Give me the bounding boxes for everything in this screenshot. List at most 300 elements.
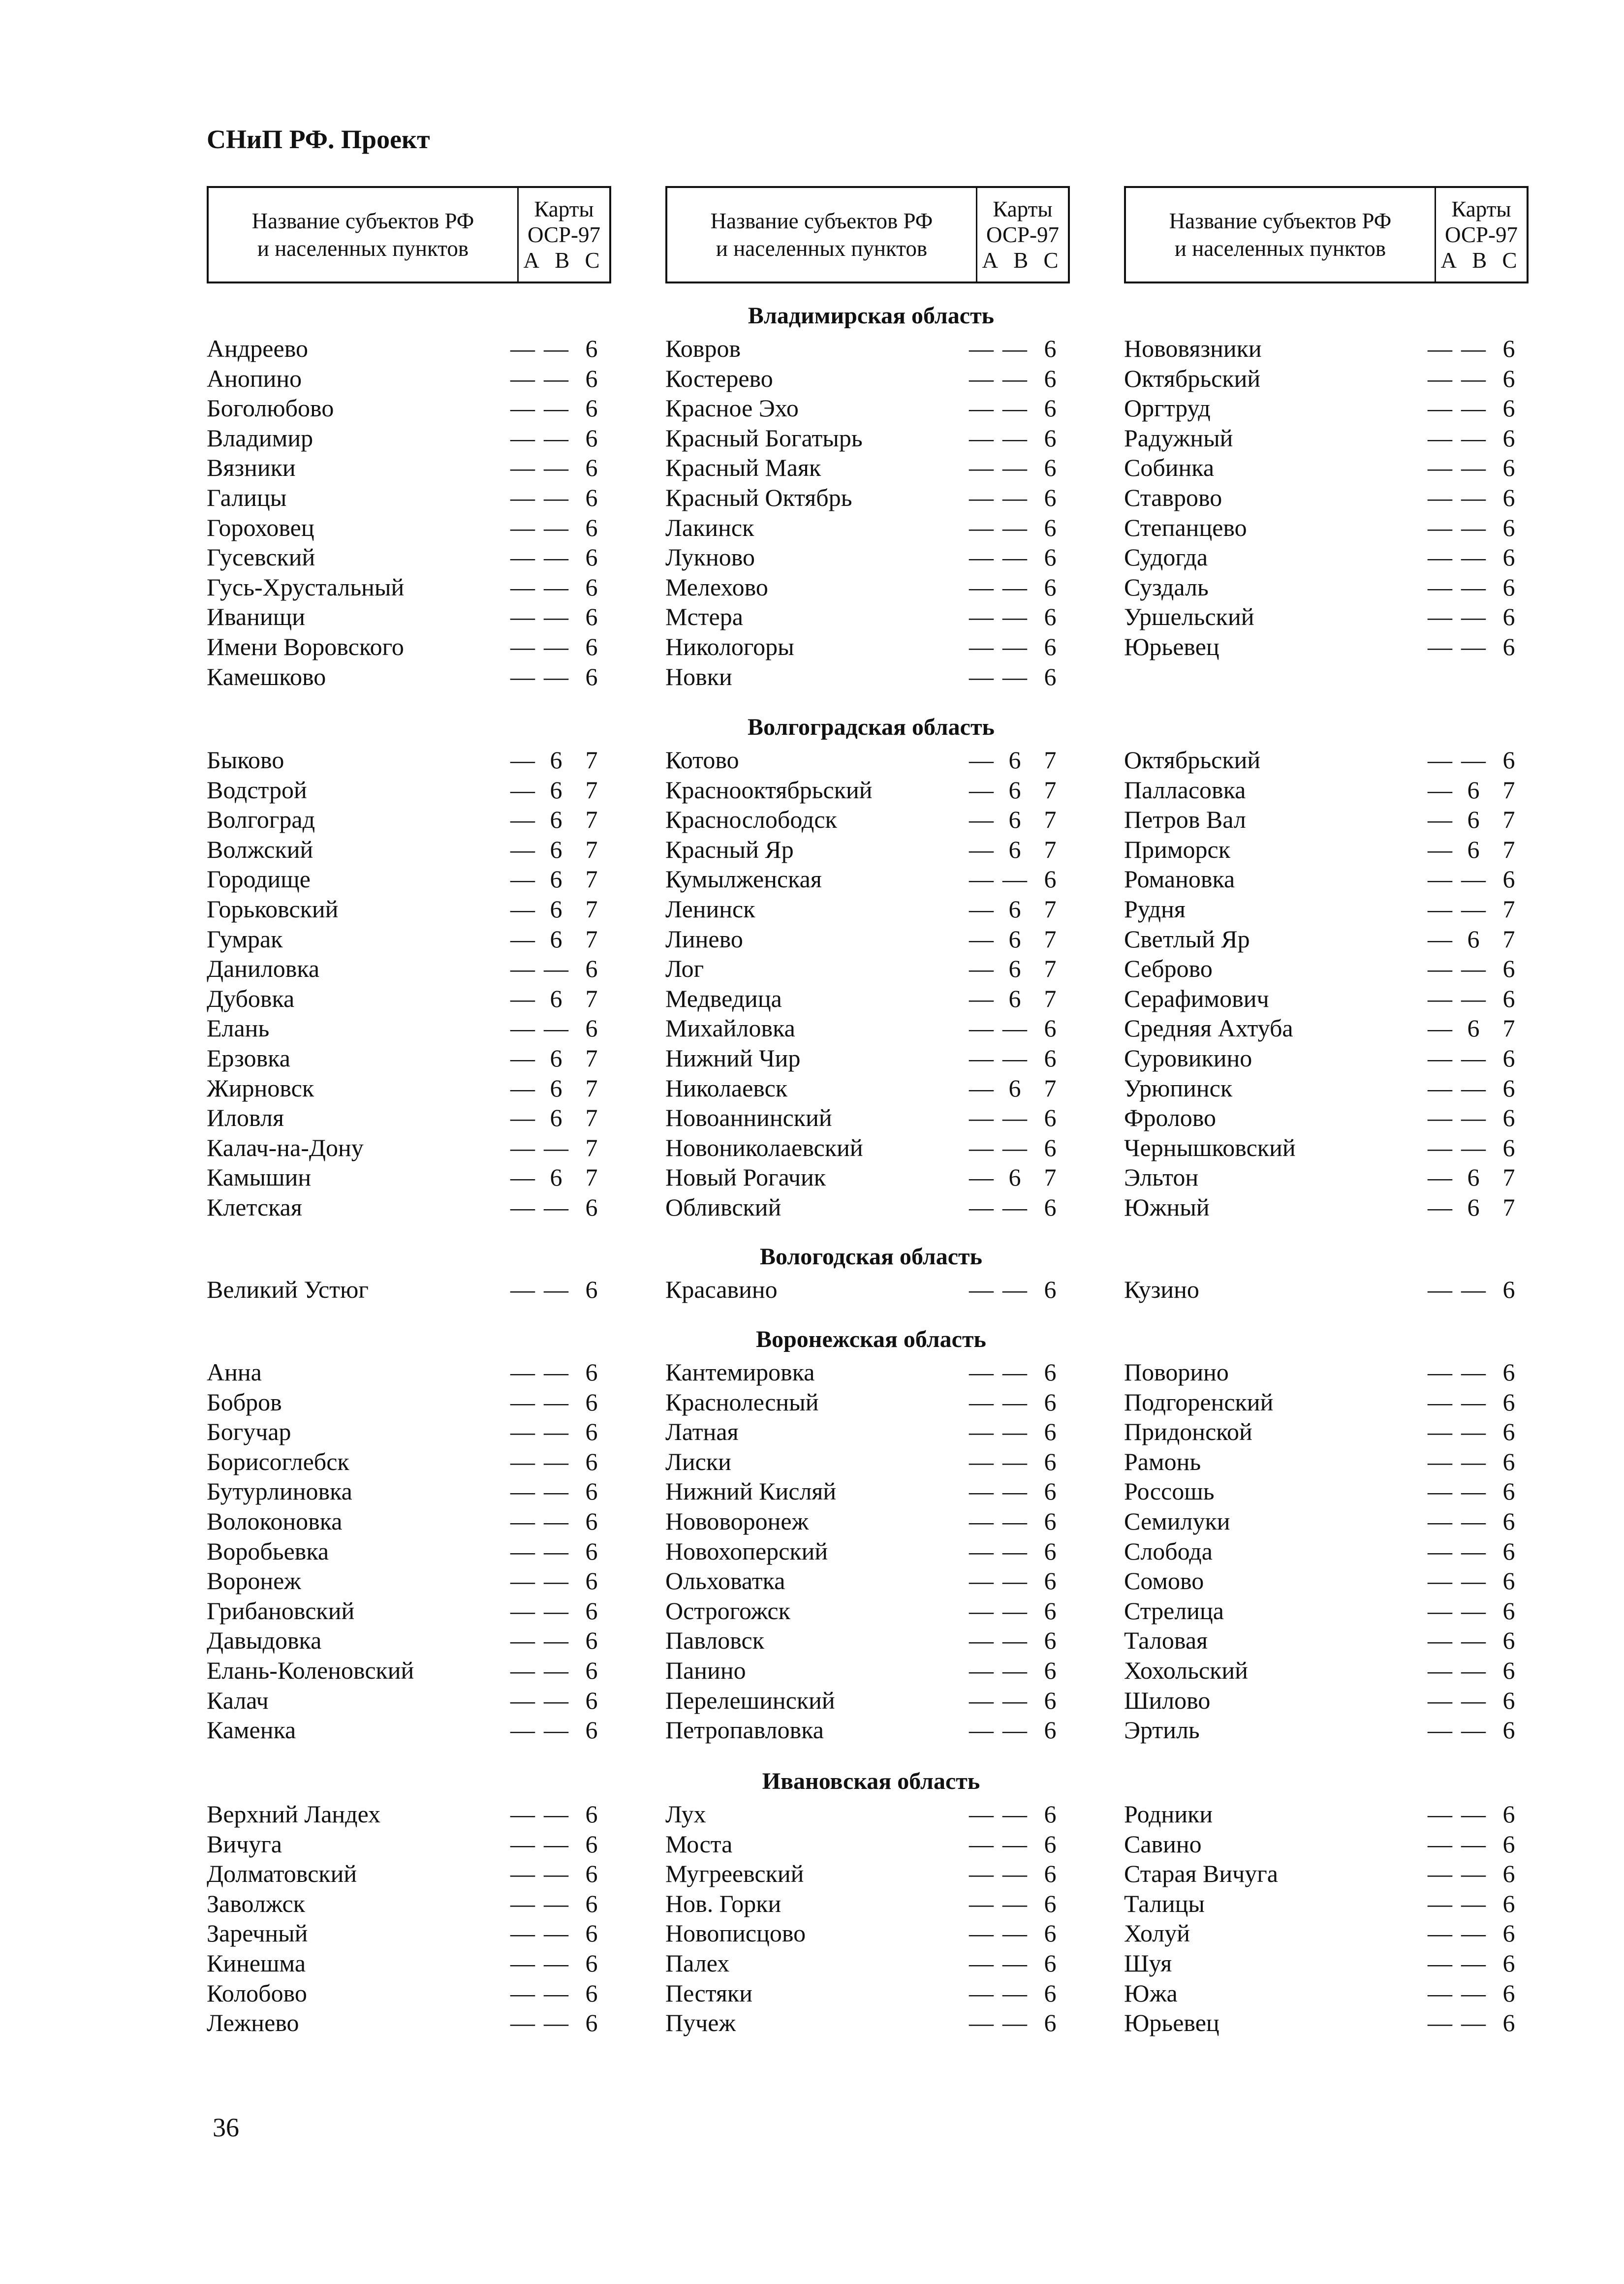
settlement-name: Россошь bbox=[1124, 1477, 1215, 1505]
zone-a-value: — bbox=[510, 1418, 535, 1445]
settlement-name: Рамонь bbox=[1124, 1448, 1201, 1475]
settlement-name: Городище bbox=[207, 865, 311, 893]
settlement-name: Перелешинский bbox=[665, 1687, 835, 1714]
settlement-name: Долматовский bbox=[207, 1860, 357, 1887]
zone-a-value: — bbox=[510, 424, 535, 452]
zone-c-value: 7 bbox=[585, 806, 598, 833]
zone-a-value: — bbox=[969, 955, 994, 982]
zone-a-value: — bbox=[1428, 1860, 1452, 1887]
zone-c-value: 7 bbox=[585, 836, 598, 863]
zone-a-value: — bbox=[1428, 895, 1452, 923]
zone-a-value: — bbox=[1428, 424, 1452, 452]
zone-a-value: — bbox=[510, 365, 535, 392]
zone-c-value: 6 bbox=[585, 1890, 598, 1917]
zone-b-value: — bbox=[1002, 1979, 1027, 2007]
zone-b-value: 6 bbox=[550, 806, 562, 833]
zone-a-value: — bbox=[1428, 1388, 1452, 1416]
zone-c-value: 6 bbox=[585, 663, 598, 690]
zone-b-value: — bbox=[1002, 1890, 1027, 1917]
zone-b-value: — bbox=[1002, 394, 1027, 422]
table-row bbox=[1124, 542, 1529, 572]
zone-a-value: — bbox=[969, 1597, 994, 1625]
table-row bbox=[665, 1476, 1070, 1506]
table-row bbox=[665, 483, 1070, 512]
zone-a-value: — bbox=[1428, 925, 1452, 953]
zone-a-value: — bbox=[1428, 1627, 1452, 1654]
zone-b-value: 6 bbox=[1467, 1014, 1480, 1042]
table-row bbox=[1124, 1686, 1529, 1715]
table-row bbox=[207, 1596, 611, 1626]
table-row bbox=[665, 662, 1070, 691]
table-row bbox=[665, 1013, 1070, 1043]
table-row bbox=[1124, 1566, 1529, 1596]
zone-b-value: — bbox=[1002, 1949, 1027, 1977]
table-row bbox=[207, 513, 611, 542]
zone-a-value: — bbox=[969, 2009, 994, 2036]
header-maps-line2: ОСР-97 bbox=[1444, 222, 1518, 247]
zone-a-value: — bbox=[510, 1687, 535, 1714]
table-row bbox=[1124, 2008, 1529, 2037]
settlement-name: Гусевский bbox=[207, 543, 315, 571]
zone-c-value: 7 bbox=[1044, 895, 1057, 923]
zone-b-value: — bbox=[1002, 1104, 1027, 1131]
zone-a-value: — bbox=[1428, 1507, 1452, 1535]
settlement-name: Придонской bbox=[1124, 1418, 1252, 1445]
settlement-name: Семилуки bbox=[1124, 1507, 1230, 1535]
zone-c-value: 6 bbox=[1044, 663, 1057, 690]
table-row bbox=[207, 1656, 611, 1685]
zone-c-value: 6 bbox=[1044, 335, 1057, 362]
settlement-name: Красное Эхо bbox=[665, 394, 799, 422]
zone-a-value: — bbox=[510, 1860, 535, 1887]
table-row bbox=[1124, 1626, 1529, 1655]
zone-b-value: — bbox=[544, 454, 568, 481]
settlement-name: Новый Рогачик bbox=[665, 1163, 826, 1191]
table-row bbox=[1124, 1889, 1529, 1918]
settlement-name: Никологоры bbox=[665, 633, 794, 660]
settlement-name: Суровикино bbox=[1124, 1044, 1252, 1072]
table-row bbox=[665, 334, 1070, 363]
region-title: Владимирская область bbox=[748, 303, 995, 329]
settlement-name: Михайловка bbox=[665, 1014, 795, 1042]
zone-c-value: 6 bbox=[1044, 1418, 1057, 1445]
table-row bbox=[207, 1948, 611, 1978]
table-row bbox=[1124, 1715, 1529, 1745]
zone-a-value: — bbox=[969, 1134, 994, 1161]
zone-a-value: — bbox=[1428, 633, 1452, 660]
zone-c-value: 7 bbox=[1502, 925, 1515, 953]
settlement-name: Нововоронеж bbox=[665, 1507, 809, 1535]
settlement-name: Острогожск bbox=[665, 1597, 790, 1625]
table-row bbox=[207, 334, 611, 363]
zone-a-value: — bbox=[969, 1418, 994, 1445]
zone-b-value: — bbox=[1461, 1800, 1486, 1828]
table-row bbox=[1124, 453, 1529, 482]
table-row bbox=[1124, 835, 1529, 864]
zone-b-value: — bbox=[1002, 1597, 1027, 1625]
zone-b-value: — bbox=[544, 603, 568, 630]
zone-a-value: — bbox=[510, 454, 535, 481]
zone-b-value: — bbox=[1002, 454, 1027, 481]
zone-a-value: — bbox=[510, 1388, 535, 1416]
table-row bbox=[1124, 602, 1529, 631]
settlement-name: Чернышковский bbox=[1124, 1134, 1296, 1161]
zone-c-value: 6 bbox=[1044, 603, 1057, 630]
zone-c-value: 6 bbox=[1502, 955, 1515, 982]
table-row bbox=[207, 1715, 611, 1745]
settlement-name: Пучеж bbox=[665, 2009, 736, 2036]
zone-a-value: — bbox=[510, 746, 535, 774]
header-name-line2: и населенных пунктов bbox=[1174, 236, 1386, 261]
zone-a-value: — bbox=[969, 1074, 994, 1102]
table-row bbox=[665, 1626, 1070, 1655]
zone-a-value: — bbox=[969, 394, 994, 422]
settlement-name: Борисоглебск bbox=[207, 1448, 349, 1475]
settlement-name: Нововязники bbox=[1124, 335, 1262, 362]
zone-c-value: 6 bbox=[1502, 2009, 1515, 2036]
zone-a-value: — bbox=[1428, 865, 1452, 893]
zone-c-value: 6 bbox=[585, 1418, 598, 1445]
table-row bbox=[665, 1387, 1070, 1417]
settlement-name: Новохоперский bbox=[665, 1537, 828, 1565]
zone-b-value: — bbox=[1461, 865, 1486, 893]
zone-b-value: — bbox=[1461, 1890, 1486, 1917]
settlement-name: Стрелица bbox=[1124, 1597, 1224, 1625]
table-row bbox=[1124, 1506, 1529, 1536]
settlement-name: Таловая bbox=[1124, 1627, 1208, 1654]
zone-b-value: — bbox=[1002, 2009, 1027, 2036]
settlement-name: Костерево bbox=[665, 365, 773, 392]
settlement-name: Давыдовка bbox=[207, 1627, 322, 1654]
settlement-name: Красавино bbox=[665, 1276, 778, 1303]
zone-a-value: — bbox=[510, 1627, 535, 1654]
zone-c-value: 6 bbox=[1044, 573, 1057, 601]
zone-b-value: — bbox=[1002, 1418, 1027, 1445]
settlement-name: Грибановский bbox=[207, 1597, 355, 1625]
zone-b-value: — bbox=[544, 1830, 568, 1858]
zone-b-value: — bbox=[544, 1597, 568, 1625]
settlement-name: Красный Яр bbox=[665, 836, 794, 863]
zone-b-value: — bbox=[544, 1477, 568, 1505]
zone-b-value: 6 bbox=[550, 925, 562, 953]
settlement-name: Калач-на-Дону bbox=[207, 1134, 364, 1161]
settlement-name: Камышин bbox=[207, 1163, 312, 1191]
zone-a-value: — bbox=[1428, 1358, 1452, 1386]
zone-a-value: — bbox=[969, 514, 994, 541]
zone-c-value: 6 bbox=[585, 1537, 598, 1565]
zone-b-value: 6 bbox=[1467, 776, 1480, 804]
zone-c-value: 6 bbox=[1502, 424, 1515, 452]
zone-a-value: — bbox=[510, 1193, 535, 1221]
settlement-name: Линево bbox=[665, 925, 743, 953]
zone-c-value: 6 bbox=[585, 603, 598, 630]
zone-c-value: 6 bbox=[1502, 1388, 1515, 1416]
header-maps-cell bbox=[977, 188, 1068, 282]
table-row bbox=[665, 364, 1070, 393]
settlement-name: Романовка bbox=[1124, 865, 1235, 893]
header-name-line2: и населенных пунктов bbox=[257, 236, 469, 261]
zone-a-value: — bbox=[510, 663, 535, 690]
zone-a-value: — bbox=[1428, 514, 1452, 541]
zone-a-value: — bbox=[1428, 1800, 1452, 1828]
zone-c-value: 6 bbox=[1502, 394, 1515, 422]
settlement-name: Краснолесный bbox=[665, 1388, 819, 1416]
zone-b-value: — bbox=[1461, 955, 1486, 982]
zone-b-value: — bbox=[1461, 1949, 1486, 1977]
zone-c-value: 6 bbox=[1044, 543, 1057, 571]
table-row bbox=[207, 835, 611, 864]
zone-c-value: 6 bbox=[1502, 454, 1515, 481]
settlement-name: Андреево bbox=[207, 335, 308, 362]
header-name-line1: Название субъектов РФ bbox=[251, 209, 474, 233]
header-name-cell bbox=[667, 188, 977, 282]
zone-a-value: — bbox=[510, 484, 535, 511]
settlement-name: Юрьевец bbox=[1124, 633, 1219, 660]
zone-a-value: — bbox=[969, 1567, 994, 1595]
zone-c-value: 6 bbox=[1044, 394, 1057, 422]
zone-c-value: 6 bbox=[585, 543, 598, 571]
zone-c-value: 6 bbox=[1502, 1507, 1515, 1535]
zone-c-value: 6 bbox=[1044, 365, 1057, 392]
table-row bbox=[665, 1596, 1070, 1626]
zone-c-value: 6 bbox=[1044, 1597, 1057, 1625]
table-row bbox=[665, 1192, 1070, 1222]
zone-c-value: 6 bbox=[1502, 1358, 1515, 1386]
settlement-name: Старая Вичуга bbox=[1124, 1860, 1278, 1887]
zone-c-value: 6 bbox=[1044, 1716, 1057, 1744]
zone-a-value: — bbox=[1428, 335, 1452, 362]
table-row bbox=[1124, 1275, 1529, 1304]
zone-c-value: 6 bbox=[585, 1627, 598, 1654]
zone-c-value: 6 bbox=[1044, 1276, 1057, 1303]
table-row bbox=[207, 1476, 611, 1506]
zone-a-value: — bbox=[510, 1830, 535, 1858]
table-row bbox=[1124, 924, 1529, 954]
zone-c-value: 6 bbox=[1044, 484, 1057, 511]
zone-c-value: 7 bbox=[585, 865, 598, 893]
settlement-name: Моста bbox=[665, 1830, 733, 1858]
zone-c-value: 6 bbox=[1502, 1716, 1515, 1744]
table-header bbox=[207, 186, 611, 283]
settlement-name: Уршельский bbox=[1124, 603, 1254, 630]
zone-b-value: — bbox=[544, 1949, 568, 1977]
zone-a-value: — bbox=[510, 806, 535, 833]
zone-b-value: — bbox=[544, 514, 568, 541]
table-row bbox=[207, 542, 611, 572]
table-row bbox=[207, 572, 611, 602]
settlement-name: Сомово bbox=[1124, 1567, 1204, 1595]
zone-b-value: — bbox=[1461, 1860, 1486, 1887]
zone-a-value: — bbox=[1428, 1276, 1452, 1303]
settlement-name: Новониколаевский bbox=[665, 1134, 863, 1161]
zone-c-value: 6 bbox=[1044, 1134, 1057, 1161]
table-row bbox=[1124, 1387, 1529, 1417]
zone-a-value: — bbox=[969, 746, 994, 774]
table-row bbox=[665, 805, 1070, 834]
table-row bbox=[665, 1799, 1070, 1829]
settlement-name: Шуя bbox=[1124, 1949, 1172, 1977]
zone-c-value: 6 bbox=[1502, 985, 1515, 1012]
zone-b-value: 6 bbox=[1467, 1163, 1480, 1191]
zone-c-value: 7 bbox=[1502, 1193, 1515, 1221]
zone-c-value: 6 bbox=[1502, 1627, 1515, 1654]
table-row bbox=[1124, 1192, 1529, 1222]
zone-b-value: — bbox=[544, 1193, 568, 1221]
zone-c-value: 7 bbox=[1044, 1074, 1057, 1102]
zone-b-value: — bbox=[1461, 1388, 1486, 1416]
settlement-name: Собинка bbox=[1124, 454, 1215, 481]
zone-b-value: — bbox=[1002, 1448, 1027, 1475]
settlement-name: Мстера bbox=[665, 603, 743, 630]
zone-a-value: — bbox=[510, 836, 535, 863]
table-row bbox=[665, 1978, 1070, 2008]
zone-b-value: — bbox=[544, 1567, 568, 1595]
settlement-name: Воронеж bbox=[207, 1567, 301, 1595]
zone-c-value: 6 bbox=[585, 1657, 598, 1684]
zone-c-value: 6 bbox=[1502, 1074, 1515, 1102]
zone-b-value: — bbox=[1002, 424, 1027, 452]
zone-b-value: — bbox=[1002, 573, 1027, 601]
zone-b-value: — bbox=[1461, 1597, 1486, 1625]
zone-b-value: — bbox=[1002, 543, 1027, 571]
zone-c-value: 6 bbox=[1044, 1507, 1057, 1535]
zone-b-value: — bbox=[1002, 1358, 1027, 1386]
zone-a-value: — bbox=[969, 806, 994, 833]
zone-c-value: 6 bbox=[1502, 514, 1515, 541]
zone-a-value: — bbox=[1428, 1477, 1452, 1505]
settlement-name: Клетская bbox=[207, 1193, 302, 1221]
zone-b-value: — bbox=[544, 1388, 568, 1416]
header-maps-line1: Карты bbox=[534, 197, 594, 221]
zone-b-value: — bbox=[1002, 1044, 1027, 1072]
zone-b-value: — bbox=[544, 1716, 568, 1744]
settlement-name: Волгоград bbox=[207, 806, 315, 833]
settlement-name: Павловск bbox=[665, 1627, 765, 1654]
zone-b-value: — bbox=[1461, 514, 1486, 541]
header-maps-line2: ОСР-97 bbox=[527, 222, 601, 247]
zone-b-value: — bbox=[544, 365, 568, 392]
zone-a-value: — bbox=[510, 2009, 535, 2036]
zone-b-value: — bbox=[1002, 484, 1027, 511]
settlement-name: Волоконовка bbox=[207, 1507, 343, 1535]
zone-b-value: — bbox=[544, 633, 568, 660]
zone-a-value: — bbox=[510, 1276, 535, 1303]
zone-b-value: 6 bbox=[550, 985, 562, 1012]
zone-a-value: — bbox=[1428, 365, 1452, 392]
settlement-name: Краснослободск bbox=[665, 806, 837, 833]
settlement-name: Каменка bbox=[207, 1716, 296, 1744]
settlement-name: Анопино bbox=[207, 365, 302, 392]
settlement-name: Рудня bbox=[1124, 895, 1186, 923]
settlement-name: Кумылженская bbox=[665, 865, 822, 893]
zone-b-value: — bbox=[544, 1800, 568, 1828]
zone-a-value: — bbox=[969, 1388, 994, 1416]
table-row bbox=[665, 1073, 1070, 1103]
table-row bbox=[1124, 1829, 1529, 1859]
zone-c-value: 6 bbox=[585, 454, 598, 481]
settlement-name: Приморск bbox=[1124, 836, 1230, 863]
zone-c-value: 6 bbox=[585, 1597, 598, 1625]
settlement-name: Шилово bbox=[1124, 1687, 1211, 1714]
settlement-name: Водстрой bbox=[207, 776, 307, 804]
zone-c-value: 6 bbox=[1044, 1104, 1057, 1131]
zone-c-value: 6 bbox=[585, 1193, 598, 1221]
table-row bbox=[207, 1566, 611, 1596]
zone-a-value: — bbox=[510, 776, 535, 804]
table-row bbox=[665, 775, 1070, 805]
zone-a-value: — bbox=[1428, 1567, 1452, 1595]
zone-c-value: 7 bbox=[1502, 1014, 1515, 1042]
table-row bbox=[1124, 1417, 1529, 1446]
zone-a-value: — bbox=[1428, 2009, 1452, 2036]
table-row bbox=[1124, 1103, 1529, 1132]
settlement-name: Петров Вал bbox=[1124, 806, 1246, 833]
table-row bbox=[207, 1357, 611, 1387]
table-row bbox=[207, 1417, 611, 1446]
zone-b-value: — bbox=[544, 1657, 568, 1684]
table-row bbox=[665, 1948, 1070, 1978]
zone-c-value: 6 bbox=[585, 1979, 598, 2007]
settlement-name: Оргтруд bbox=[1124, 394, 1211, 422]
zone-c-value: 7 bbox=[585, 925, 598, 953]
zone-a-value: — bbox=[510, 1163, 535, 1191]
table-row bbox=[1124, 1799, 1529, 1829]
zone-b-value: — bbox=[1002, 1537, 1027, 1565]
zone-b-value: — bbox=[544, 1276, 568, 1303]
zone-a-value: — bbox=[969, 1358, 994, 1386]
settlement-name: Южный bbox=[1124, 1193, 1210, 1221]
zone-b-value: 6 bbox=[550, 776, 562, 804]
table-row bbox=[207, 1506, 611, 1536]
table-row bbox=[207, 1103, 611, 1132]
zone-b-value: — bbox=[1002, 633, 1027, 660]
zone-c-value: 7 bbox=[585, 776, 598, 804]
zone-a-value: — bbox=[510, 925, 535, 953]
settlement-name: Горьковский bbox=[207, 895, 339, 923]
table-row bbox=[207, 924, 611, 954]
table-row bbox=[665, 1275, 1070, 1304]
zone-c-value: 6 bbox=[1502, 1657, 1515, 1684]
zone-a-value: — bbox=[1428, 1163, 1452, 1191]
zone-b-value: — bbox=[1461, 1567, 1486, 1595]
header-name-line2: и населенных пунктов bbox=[716, 236, 928, 261]
zone-a-value: — bbox=[1428, 543, 1452, 571]
settlement-name: Лежнево bbox=[207, 2009, 299, 2036]
zone-b-value: — bbox=[1002, 1388, 1027, 1416]
table-row bbox=[665, 2008, 1070, 2037]
table-row bbox=[665, 453, 1070, 482]
zone-b-value: 6 bbox=[550, 895, 562, 923]
zone-c-value: 6 bbox=[1502, 1276, 1515, 1303]
zone-a-value: — bbox=[1428, 1193, 1452, 1221]
zone-a-value: — bbox=[969, 836, 994, 863]
settlement-name: Кинешма bbox=[207, 1949, 306, 1977]
zone-b-value: — bbox=[1002, 1134, 1027, 1161]
zone-c-value: 7 bbox=[585, 895, 598, 923]
zone-a-value: — bbox=[969, 543, 994, 571]
zone-c-value: 6 bbox=[1044, 454, 1057, 481]
zone-c-value: 6 bbox=[1502, 1448, 1515, 1475]
zone-a-value: — bbox=[969, 1979, 994, 2007]
zone-b-value: — bbox=[1461, 1358, 1486, 1386]
table-row bbox=[1124, 334, 1529, 363]
table-row bbox=[207, 894, 611, 924]
table-row bbox=[207, 632, 611, 661]
settlement-name: Котово bbox=[665, 746, 739, 774]
table-row bbox=[207, 1073, 611, 1103]
zone-b-value: — bbox=[1461, 633, 1486, 660]
zone-b-value: — bbox=[1461, 365, 1486, 392]
